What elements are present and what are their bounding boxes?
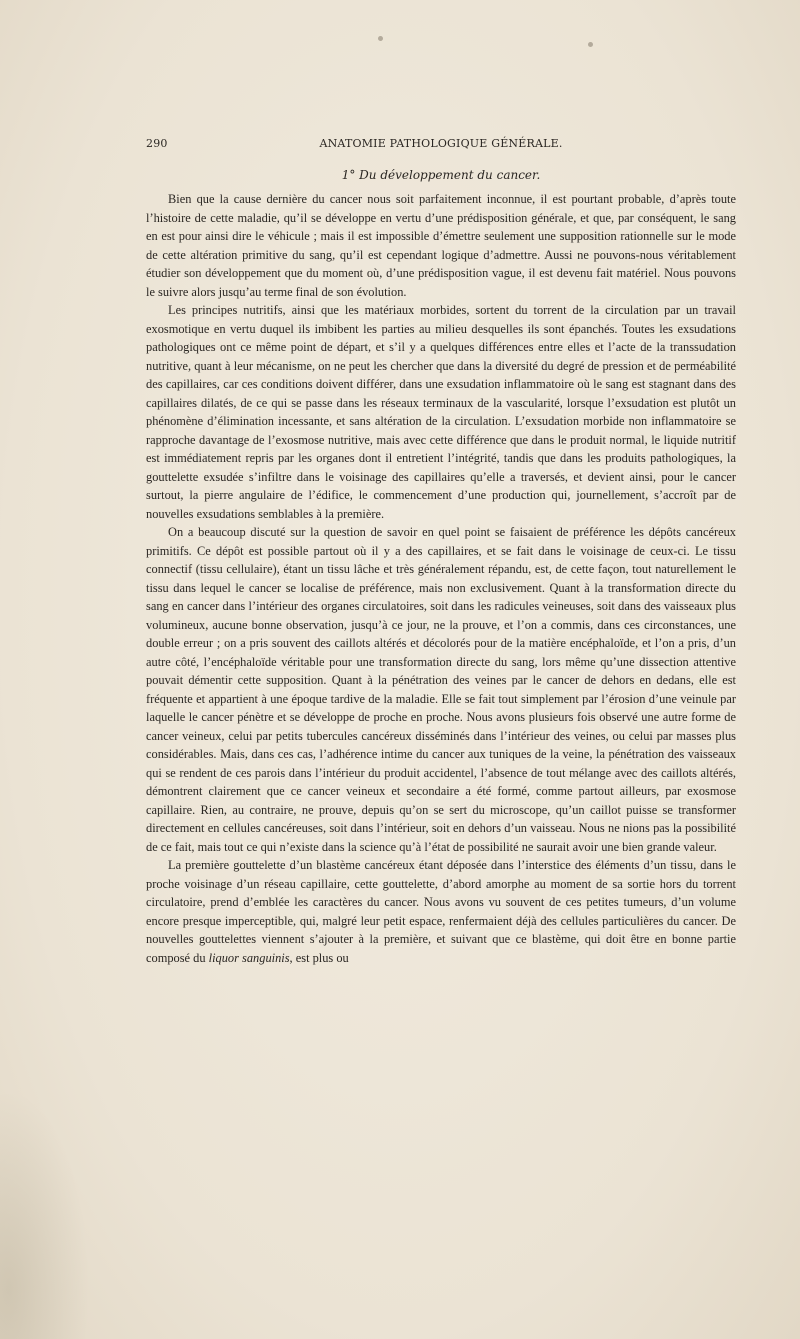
paragraph: Bien que la cause dernière du cancer nous soit parfaitement inconnue, il est pourtant probable, d’après toute l’histoire de cette maladie, qu’il se développe en vertu d’une prédisposition générale, et que, par conséquent, le sang en est pour ainsi dire le véhicule ; mais il est impossible d’émettre seulement une supposition rationnelle sur le mode de cette altération primitive du sang, qu’il est cependant logique d’admettre. Aussi ne pouvons-nous véritablement étudier son développement que du moment où, d’une prédisposition vague, il est devenu fait matériel. Nous pouvons le suivre alors jusqu’au terme final de son évolution. xyxy=(146,192,736,299)
section-title: 1° Du développement du cancer. xyxy=(341,168,541,182)
paragraph-tail: , est plus ou xyxy=(289,950,349,965)
body-text xyxy=(146,190,736,967)
paragraph: On a beaucoup discuté sur la question de savoir en quel point se faisaient de préférence les dépôts cancéreux primitifs. Ce dépôt est possible partout où il y a des capillaires, et se fait dans le voisinage de ceux-ci. Le tissu connectif (tissu cellulaire), étant un tissu lâche et très généralement répandu, est, de cette façon, tout naturellement le tissu dans lequel le cancer se localise de préférence, mais non exclusivement. Quant à la transformation directe du sang en cancer dans l’intérieur des organes circulatoires, soit dans les radicules veineuses, soit dans des vaisseaux plus volumineux, aucune bonne observation, jusqu’à ce jour, ne la prouve, et l’on a commis, dans ces circonstances, une double erreur ; on a pris souvent des caillots altérés et décolorés pour de la matière encéphaloïde, et l’on a pris, d’un autre côté, l’encéphaloïde véritable pour une transformation directe du sang, lors même qu’une dissection attentive pouvait démentir cette supposition. Quant à la pénétration des veines par le cancer de dehors en dedans, elle est fréquente et appartient à une époque tardive de la maladie. Elle se fait tout simplement par l’érosion d’une veinule par laquelle le cancer pénètre et se développe de proche en proche. Nous avons plusieurs fois observé une autre forme de cancer veineux, celui par petits tubercules cancéreux disséminés dans l’intérieur des veines, ou celui par masses plus considérables. Mais, dans ces cas, l’adhérence intime du cancer aux tuniques de la veine, la pénétration des vaisseaux qui se rendent de ces parois dans l’intérieur du produit accidentel, l’absence de tout mélange avec des caillots altérés, démontrent clairement que ce cancer veineux et secondaire a été formé, comme partout ailleurs, par exosmose capillaire. Rien, au contraire, ne prouve, depuis qu’on se sert du microscope, qu’un caillot puisse se transformer directement en cellules cancéreuses, soit dans l’intérieur, soit en dehors d’un vaisseau. Nous ne nions pas la possibilité de ce fait, mais tout ce qui n’existe dans la science qu’à l’état de possibilité ne saurait avoir une bien grande valeur. xyxy=(146,525,736,854)
ink-speck xyxy=(378,36,383,41)
paragraph xyxy=(146,856,736,967)
page-number: 290 xyxy=(146,137,168,150)
ink-speck xyxy=(588,42,593,47)
page-header xyxy=(146,137,736,155)
paragraph: Les principes nutritifs, ainsi que les matériaux morbides, sortent du torrent de la circulation par un travail exosmotique en vertu duquel ils imbibent les parties au milieu desquelles ils sont épanchés. Toutes les exsudations pathologiques ont ce même point de départ, et s’il y a quelques différences entre elles et l’acte de la transsudation nutritive, quant à leur mécanisme, on ne peut les chercher que dans la diversité du degré de pression et de perméabilité des capillaires, car ces conditions doivent différer, dans une exsudation inflammatoire où le sang est stagnant dans des capillaires dilatés, de ce qui se passe dans les réseaux terminaux de la vascularité, lorsque l’exsudation est plutôt un phénomène d’élimination incessante, et sans altération de la circulation. L’exsudation morbide non inflammatoire se rapproche davantage de l’exosmose nutritive, mais avec cette différence que dans le produit normal, le liquide nutritif est immédiatement repris par les organes dont il entretient l’intégrité, tandis que dans les produits pathologiques, la gouttelette exsudée s’infiltre dans le voisinage des capillaires qu’elle a traversés, et devient ainsi, pour le cancer surtout, la pierre angulaire de l’édifice, le commencement d’une production qui, journellement, s’accroît par de nouvelles exsudations semblables à la première. xyxy=(146,303,736,521)
paragraph-text: La première gouttelette d’un blastème cancéreux étant déposée dans l’interstice des éléments d’un tissu, dans le proche voisinage d’un réseau capillaire, cette gouttelette, d’abord amorphe au moment de sa sortie hors du torrent circulatoire, prend d’emblée les caractères du cancer. Nous avons vu souvent de ces petites tumeurs, d’un volume encore presque imperceptible, qui, malgré leur petit espace, renfermaient déjà des cellules particulières du cancer. De nouvelles gouttelettes viennent s’ajouter à la première, et suivant que ce blastème, qui doit être en bonne partie composé du xyxy=(146,858,736,965)
latin-term: liquor sanguinis xyxy=(208,950,290,965)
page-stain xyxy=(0,1089,90,1339)
running-head: ANATOMIE PATHOLOGIQUE GÉNÉRALE. xyxy=(319,137,563,150)
